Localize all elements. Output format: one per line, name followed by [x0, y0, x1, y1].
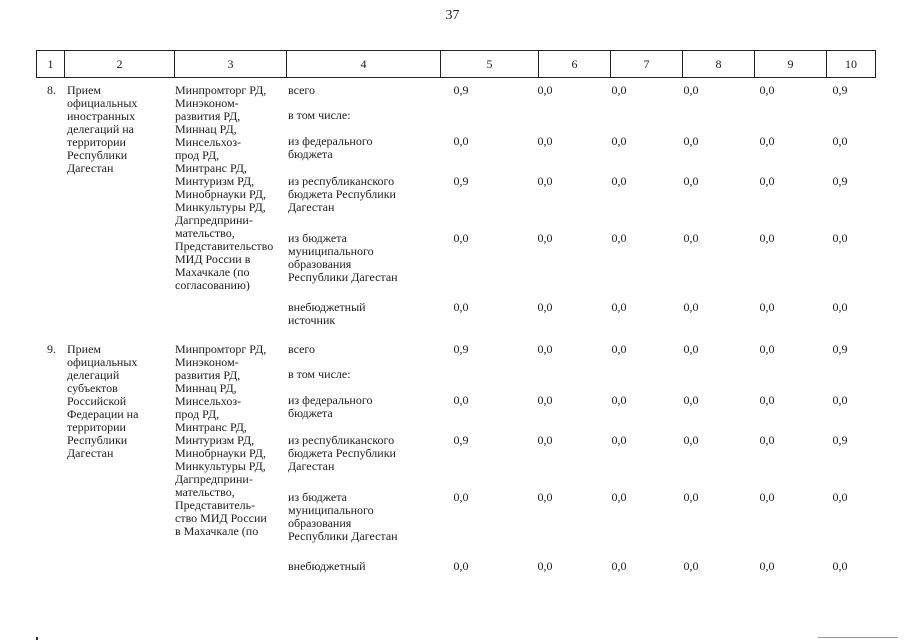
value-cell: 0,0 — [537, 231, 553, 245]
value-cell: 0,0 — [683, 231, 699, 245]
funding-source-label: из бюджета — [288, 231, 347, 245]
value-cell: 0,0 — [759, 342, 775, 356]
event-name-line: официальных — [67, 96, 138, 110]
value-cell: 0,0 — [537, 393, 553, 407]
funding-source-label: Республики Дагестан — [288, 529, 398, 543]
row-number: 8. — [47, 83, 56, 97]
executor-line: развития РД, — [175, 368, 241, 382]
funding-source-label: из республиканского — [288, 433, 395, 447]
funding-source-label: бюджета Республики — [288, 187, 396, 201]
value-cell: 0,0 — [759, 559, 775, 573]
value-cell: 0,9 — [832, 433, 848, 447]
column-header: 8 — [682, 51, 754, 77]
executor-line: Минтранс РД, — [175, 420, 247, 434]
value-cell: 0,0 — [832, 231, 848, 245]
funding-source-label: бюджета Республики — [288, 446, 396, 460]
funding-source-label: из республиканского — [288, 174, 395, 188]
value-cell: 0,0 — [759, 134, 775, 148]
executor-line: Минобрнауки РД, — [175, 446, 266, 460]
event-name-line: субъектов — [67, 381, 118, 395]
executor-line: согласованию) — [175, 278, 250, 292]
column-header: 5 — [440, 51, 538, 77]
value-cell: 0,0 — [537, 174, 553, 188]
funding-source-label: Дагестан — [288, 459, 335, 473]
value-cell: 0,0 — [611, 433, 627, 447]
funding-source-label: в том числе: — [288, 108, 351, 122]
value-cell: 0,0 — [537, 433, 553, 447]
funding-source-label: Дагестан — [288, 200, 335, 214]
executor-line: Миннац РД, — [175, 122, 237, 136]
event-name-line: Прием — [67, 342, 102, 356]
value-cell: 0,0 — [611, 300, 627, 314]
value-cell: 0,0 — [453, 490, 469, 504]
funding-source-label: источник — [288, 313, 336, 327]
event-name-line: делегаций — [67, 368, 120, 382]
value-cell: 0,9 — [453, 174, 469, 188]
funding-source-label: из федерального — [288, 393, 373, 407]
executor-line: Минобрнауки РД, — [175, 187, 266, 201]
event-name-line: Республики — [67, 433, 128, 447]
funding-source-label: в том числе: — [288, 367, 351, 381]
value-cell: 0,0 — [832, 559, 848, 573]
event-name-line: Прием — [67, 83, 102, 97]
executor-line: прод РД, — [175, 407, 220, 421]
executor-line: Минтуризм РД, — [175, 174, 255, 188]
funding-source-label: Республики Дагестан — [288, 270, 398, 284]
funding-source-label: внебюджетный — [288, 559, 366, 573]
executor-line: Махачкале (по — [175, 265, 250, 279]
column-header: 6 — [538, 51, 610, 77]
column-header: 3 — [174, 51, 286, 77]
event-name-line: территории — [67, 420, 126, 434]
executor-line: Минэконом- — [175, 355, 239, 369]
column-header: 2 — [64, 51, 174, 77]
executor-line: Представительство — [175, 239, 274, 253]
event-name-line: Республики — [67, 148, 128, 162]
value-cell: 0,0 — [611, 231, 627, 245]
value-cell: 0,0 — [832, 490, 848, 504]
value-cell: 0,0 — [759, 490, 775, 504]
value-cell: 0,0 — [537, 559, 553, 573]
executor-line: МИД России в — [175, 252, 251, 266]
funding-source-label: из федерального — [288, 134, 373, 148]
executor-line: Минкультуры РД, — [175, 459, 266, 473]
value-cell: 0,9 — [453, 342, 469, 356]
value-cell: 0,0 — [611, 83, 627, 97]
value-cell: 0,0 — [453, 393, 469, 407]
value-cell: 0,9 — [453, 83, 469, 97]
value-cell: 0,0 — [537, 300, 553, 314]
value-cell: 0,0 — [683, 174, 699, 188]
executor-line: прод РД, — [175, 148, 220, 162]
event-name-line: официальных — [67, 355, 138, 369]
value-cell: 0,9 — [832, 174, 848, 188]
value-cell: 0,0 — [537, 83, 553, 97]
executor-line: Представитель- — [175, 498, 256, 512]
value-cell: 0,0 — [759, 393, 775, 407]
funding-source-label: всего — [288, 342, 316, 356]
value-cell: 0,0 — [759, 174, 775, 188]
value-cell: 0,0 — [759, 231, 775, 245]
value-cell: 0,0 — [683, 393, 699, 407]
funding-source-label: образования — [288, 257, 352, 271]
executor-line: ство МИД России — [175, 511, 267, 525]
column-header: 1 — [36, 51, 64, 77]
funding-source-label: бюджета — [288, 147, 333, 161]
executor-line: Дагпредприни- — [175, 472, 253, 486]
event-name-line: Дагестан — [67, 161, 114, 175]
column-header: 7 — [610, 51, 682, 77]
executor-line: Минтранс РД, — [175, 161, 247, 175]
value-cell: 0,0 — [537, 490, 553, 504]
value-cell: 0,0 — [537, 134, 553, 148]
executor-line: мательство, — [175, 226, 235, 240]
executor-line: Минсельхоз- — [175, 135, 242, 149]
value-cell: 0,0 — [611, 342, 627, 356]
value-cell: 0,0 — [683, 559, 699, 573]
column-header: 4 — [286, 51, 440, 77]
value-cell: 0,0 — [683, 134, 699, 148]
value-cell: 0,9 — [832, 83, 848, 97]
value-cell: 0,0 — [683, 433, 699, 447]
executor-line: Минсельхоз- — [175, 394, 242, 408]
funding-source-label: образования — [288, 516, 352, 530]
executor-line: Минэконом- — [175, 96, 239, 110]
value-cell: 0,0 — [683, 342, 699, 356]
executor-line: Минпромторг РД, — [175, 83, 267, 97]
event-name-line: Федерации на — [67, 407, 139, 421]
value-cell: 0,9 — [832, 342, 848, 356]
funding-source-label: бюджета — [288, 406, 333, 420]
executor-line: Минпромторг РД, — [175, 342, 267, 356]
row-number: 9. — [47, 342, 56, 356]
executor-line: в Махачкале (по — [175, 524, 259, 538]
executor-line: Минтуризм РД, — [175, 433, 255, 447]
event-name-line: территории — [67, 135, 126, 149]
value-cell: 0,9 — [453, 433, 469, 447]
value-cell: 0,0 — [683, 490, 699, 504]
table-header — [36, 50, 876, 78]
event-name-line: иностранных — [67, 109, 136, 123]
value-cell: 0,0 — [453, 134, 469, 148]
value-cell: 0,0 — [611, 134, 627, 148]
funding-source-label: из бюджета — [288, 490, 347, 504]
funding-source-label: внебюджетный — [288, 300, 366, 314]
executor-line: мательство, — [175, 485, 235, 499]
event-name-line: Дагестан — [67, 446, 114, 460]
value-cell: 0,0 — [453, 300, 469, 314]
value-cell: 0,0 — [832, 134, 848, 148]
executor-line: Минкультуры РД, — [175, 200, 266, 214]
value-cell: 0,0 — [611, 490, 627, 504]
value-cell: 0,0 — [453, 559, 469, 573]
value-cell: 0,0 — [759, 433, 775, 447]
column-header: 10 — [826, 51, 876, 77]
value-cell: 0,0 — [611, 559, 627, 573]
value-cell: 0,0 — [759, 83, 775, 97]
value-cell: 0,0 — [537, 342, 553, 356]
value-cell: 0,0 — [832, 393, 848, 407]
value-cell: 0,0 — [759, 300, 775, 314]
executor-line: развития РД, — [175, 109, 241, 123]
funding-source-label: муниципального — [288, 503, 374, 517]
event-name-line: Российской — [67, 394, 127, 408]
scan-mark — [818, 637, 898, 638]
value-cell: 0,0 — [611, 393, 627, 407]
executor-line: Дагпредприни- — [175, 213, 253, 227]
value-cell: 0,0 — [683, 300, 699, 314]
column-header: 9 — [754, 51, 826, 77]
page-number: 37 — [445, 8, 460, 23]
executor-line: Миннац РД, — [175, 381, 237, 395]
value-cell: 0,0 — [832, 300, 848, 314]
value-cell: 0,0 — [683, 83, 699, 97]
value-cell: 0,0 — [453, 231, 469, 245]
funding-source-label: всего — [288, 83, 316, 97]
funding-source-label: муниципального — [288, 244, 374, 258]
event-name-line: делегаций на — [67, 122, 135, 136]
value-cell: 0,0 — [611, 174, 627, 188]
